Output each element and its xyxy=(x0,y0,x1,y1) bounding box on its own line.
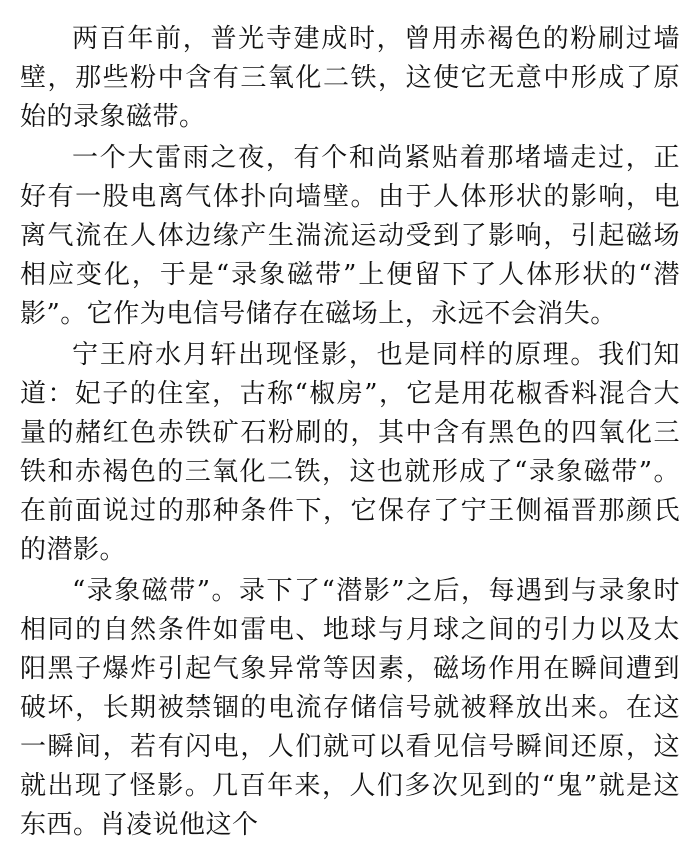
paragraph-3: 宁王府水月轩出现怪影，也是同样的原理。我们知道：妃子的住室，古称“椒房”，它是用花椒香料混合大量的赭红色赤铁矿石粉刷的，其中含有黑色的四氧化三铁和赤褐色的三氧化二铁，这也就形成了“录象磁带”。在前面说过的那种条件下，它保存了宁王侧福晋那颜氏的潜影。 xyxy=(20,340,680,565)
paragraph-4: “录象磁带”。录下了“潜影”之后，每遇到与录象时相同的自然条件如雷电、地球与月球之间的引力以及太阳黑子爆炸引起气象异常等因素，磁场作用在瞬间遭到破坏，长期被禁锢的电流存储信号就被释放出来。在这一瞬间，若有闪电，人们就可以看见信号瞬间还原，这就出现了怪影。几百年来，人们多次见到的“鬼”就是这东西。肖凌说他这个 xyxy=(20,576,680,840)
document-page xyxy=(20,20,680,845)
paragraph-2: 一个大雷雨之夜，有个和尚紧贴着那堵墙走过，正好有一股电离气体扑向墙壁。由于人体形状的影响，电离气流在人体边缘产生湍流运动受到了影响，引起磁场相应变化，于是“录象磁带”上便留下了人体形状的“潜影”。它作为电信号储存在磁场上，永远不会消失。 xyxy=(20,143,680,329)
paragraph-1: 两百年前，普光寺建成时，曾用赤褐色的粉刷过墙壁，那些粉中含有三氧化二铁，这使它无意中形成了原始的录象磁带。 xyxy=(20,24,680,132)
